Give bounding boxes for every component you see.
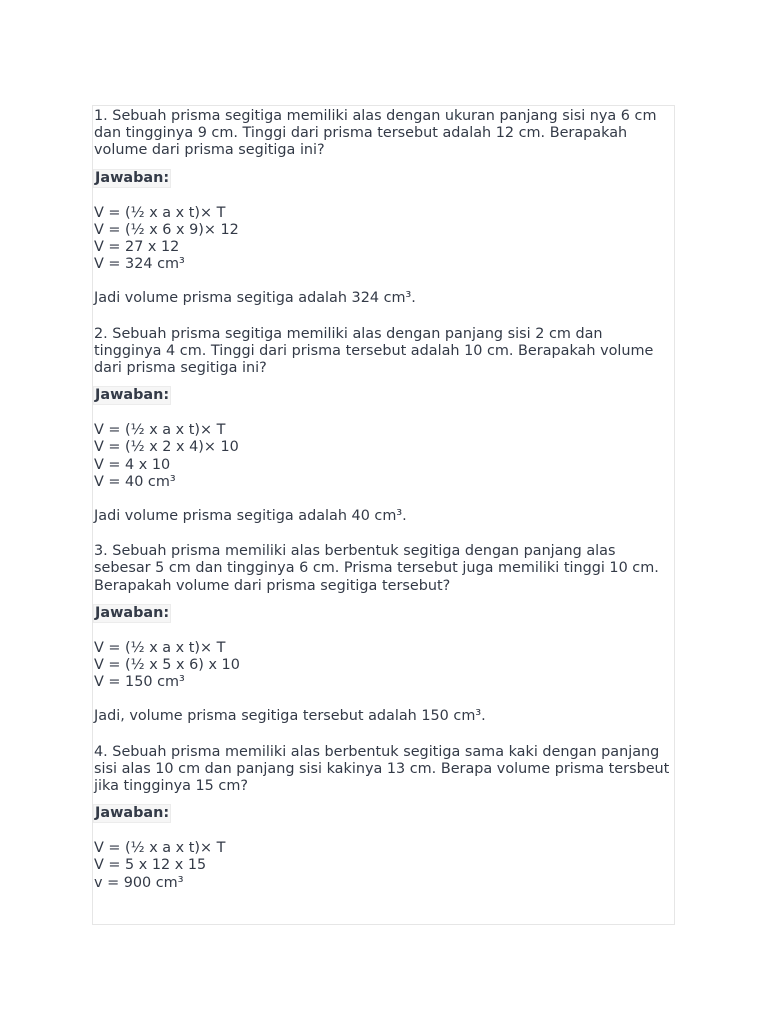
solution-step: V = 27 x 12 bbox=[94, 239, 180, 256]
solution-steps bbox=[94, 640, 674, 692]
answer-label: Jawaban: bbox=[95, 169, 170, 186]
solution-step: v = 900 cm³ bbox=[94, 874, 184, 891]
solution-step: V = (½ x a x t)× T bbox=[94, 422, 226, 439]
solution-steps bbox=[94, 205, 674, 274]
solution-step: V = 40 cm³ bbox=[94, 473, 176, 490]
document-content bbox=[93, 106, 674, 892]
problem-question: 3. Sebuah prisma memiliki alas berbentuk segitiga dengan panjang alas sebesar 5 cm dan tingginya 6 cm. Prisma tersebut juga memiliki tinggi 10 cm. Berapakah volume dari prisma segitiga tersebut? bbox=[94, 543, 659, 594]
problem-question: 4. Sebuah prisma memiliki alas berbentuk segitiga sama kaki dengan panjang sisi alas 10 cm dan panjang sisi kakinya 13 cm. Berapa volume prisma tersbeut jika tingginya 15 cm? bbox=[94, 743, 670, 795]
solution-step: V = (½ x 2 x 4)× 10 bbox=[94, 439, 239, 456]
answer-label: Jawaban: bbox=[95, 387, 170, 404]
solution-step: V = (½ x a x t)× T bbox=[94, 204, 226, 221]
answer-label: Jawaban: bbox=[95, 805, 170, 822]
solution-step: V = 324 cm³ bbox=[94, 256, 185, 273]
solution-step: V = (½ x a x t)× T bbox=[94, 840, 226, 857]
problem-question: 1. Sebuah prisma segitiga memiliki alas dengan ukuran panjang sisi nya 6 cm dan tingginya 9 cm. Tinggi dari prisma tersebut adalah 12 cm. Berapakah volume dari prisma segitiga ini? bbox=[94, 108, 657, 159]
solution-step: V = (½ x a x t)× T bbox=[94, 639, 226, 656]
problem-3 bbox=[94, 543, 674, 725]
solution-step: V = 4 x 10 bbox=[94, 456, 171, 473]
problem-2 bbox=[94, 326, 674, 526]
solution-steps bbox=[94, 840, 674, 892]
problem-1 bbox=[94, 108, 674, 308]
conclusion: Jadi, volume prisma segitiga tersebut adalah 150 cm³. bbox=[94, 708, 486, 725]
answer-label: Jawaban: bbox=[95, 604, 170, 621]
solution-step: V = 150 cm³ bbox=[94, 674, 185, 691]
problem-4 bbox=[94, 744, 674, 892]
conclusion: Jadi volume prisma segitiga adalah 324 cm³. bbox=[94, 290, 416, 307]
solution-steps bbox=[94, 422, 674, 491]
solution-step: V = 5 x 12 x 15 bbox=[94, 857, 207, 874]
solution-step: V = (½ x 5 x 6) x 10 bbox=[94, 657, 240, 674]
conclusion: Jadi volume prisma segitiga adalah 40 cm³. bbox=[94, 508, 407, 525]
solution-step: V = (½ x 6 x 9)× 12 bbox=[94, 221, 239, 238]
document-page bbox=[92, 105, 675, 925]
problem-question: 2. Sebuah prisma segitiga memiliki alas dengan panjang sisi 2 cm dan tingginya 4 cm. Tinggi dari prisma tersebut adalah 10 cm. Berapakah volume dari prisma segitiga ini? bbox=[94, 325, 654, 377]
